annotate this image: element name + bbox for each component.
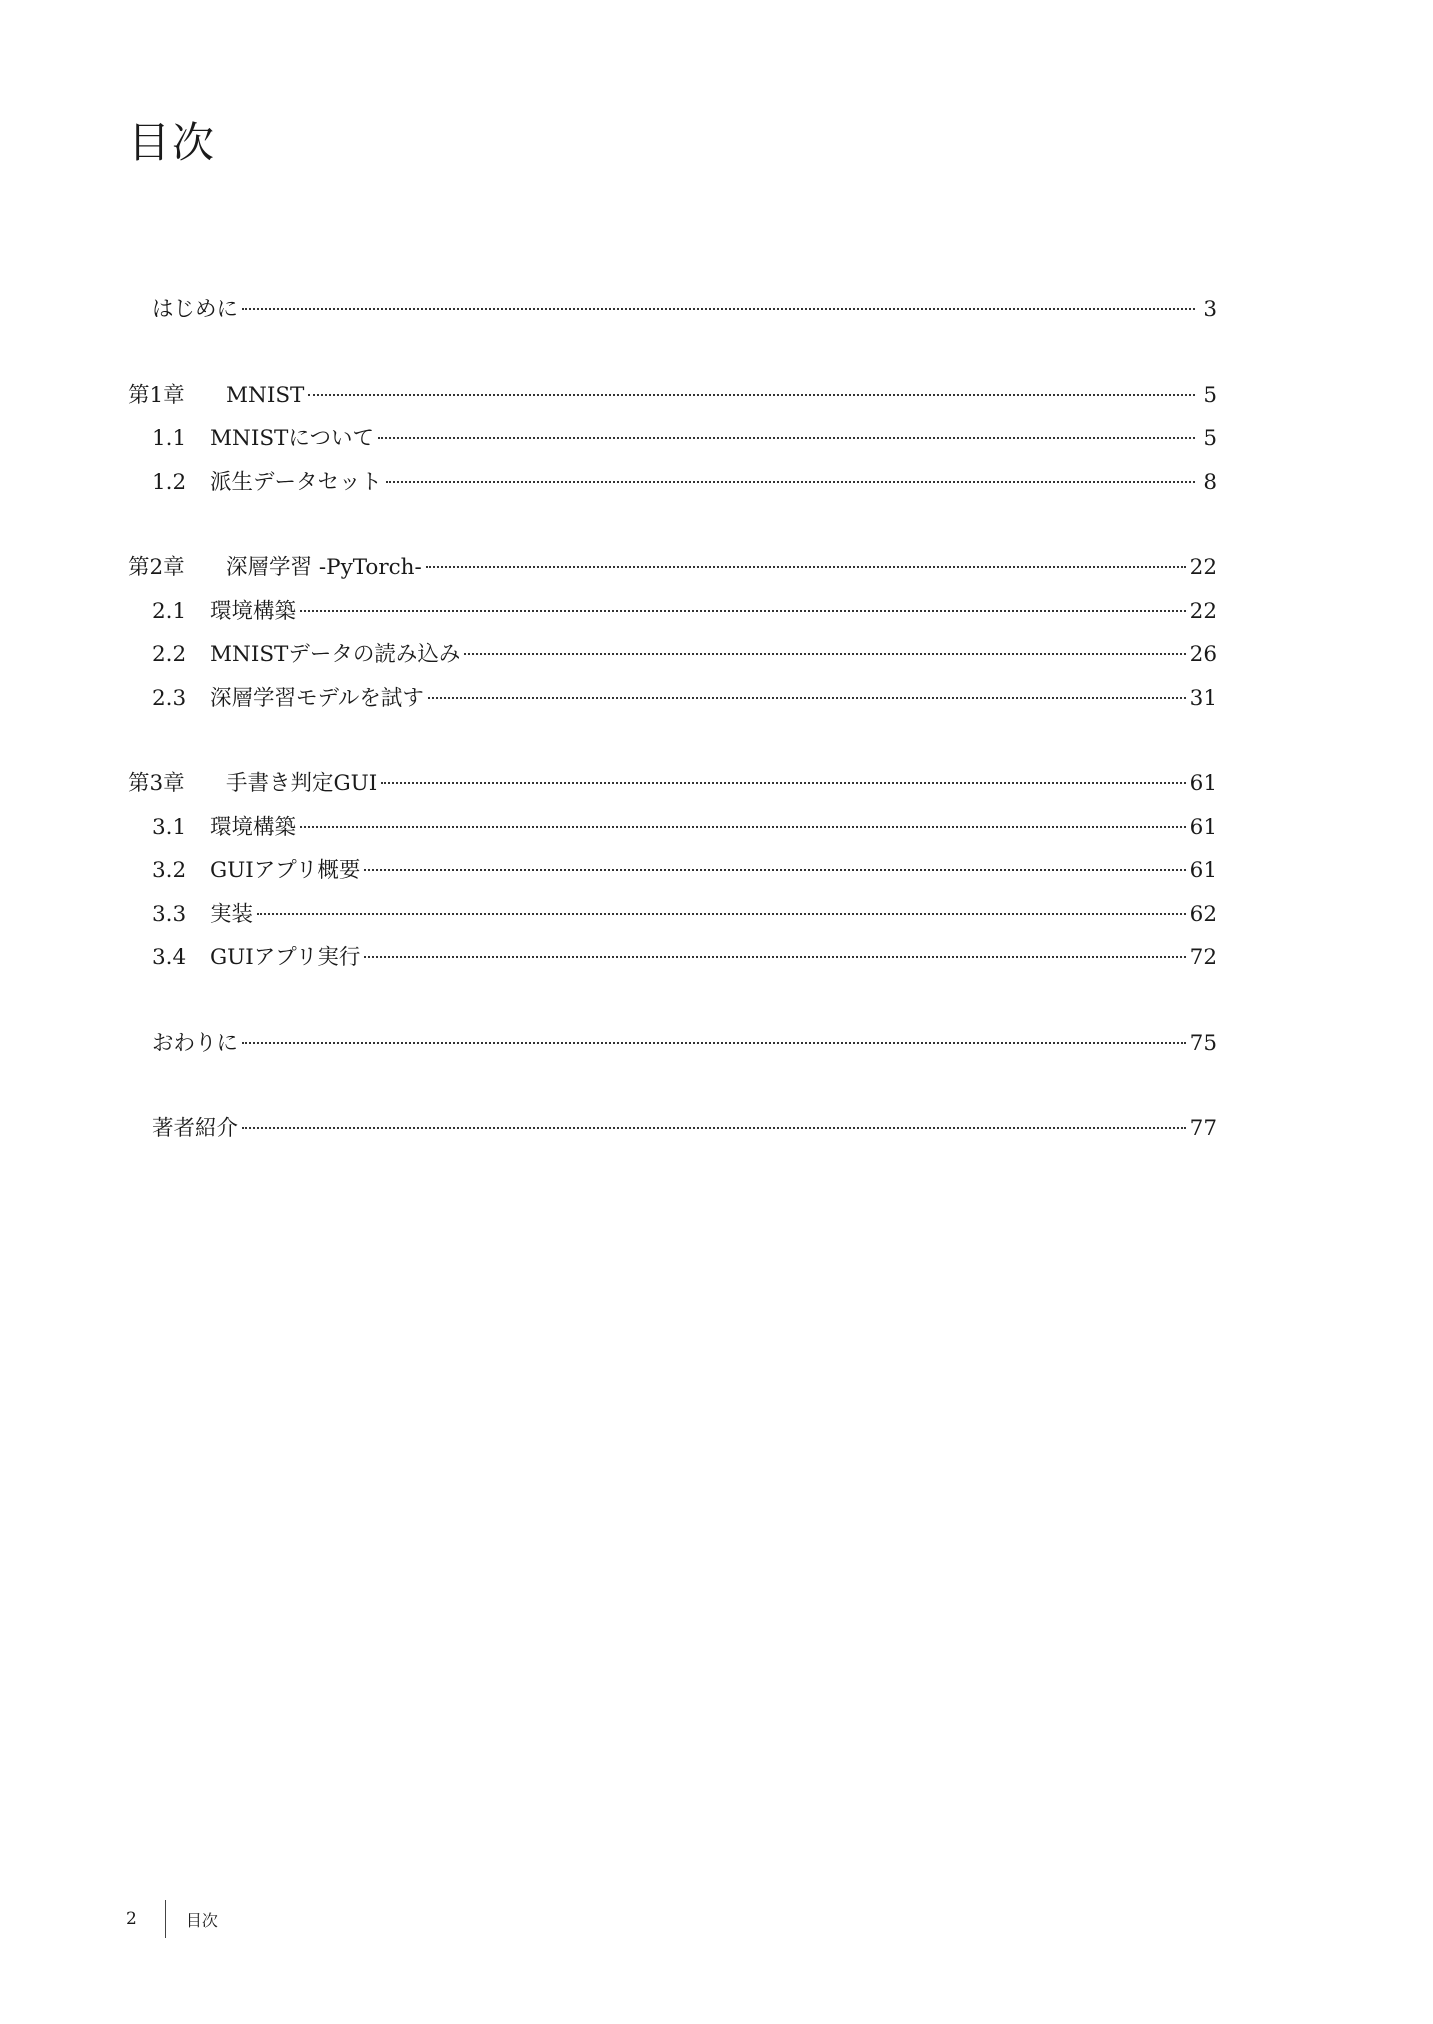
toc-page-number: 3 bbox=[1203, 297, 1217, 322]
toc-entry-label: 手書き判定GUI bbox=[226, 771, 378, 796]
page-footer bbox=[126, 1900, 218, 1938]
toc-group bbox=[128, 288, 1217, 332]
toc-entry-section[interactable] bbox=[128, 677, 1217, 721]
toc-entry-label: はじめに bbox=[152, 297, 239, 322]
toc-entry-label: MNISTデータの読み込み bbox=[210, 642, 461, 667]
toc-entry-section[interactable] bbox=[128, 461, 1217, 505]
toc-entry-label: 派生データセット bbox=[210, 469, 383, 495]
toc-entry-section[interactable] bbox=[128, 590, 1217, 634]
toc-page-number: 22 bbox=[1189, 598, 1217, 624]
toc-entry-label: 環境構築 bbox=[210, 598, 297, 624]
toc-group bbox=[128, 762, 1217, 980]
dot-leader bbox=[308, 394, 1195, 396]
toc-entry-label: おわりに bbox=[152, 1030, 239, 1056]
section-number: 1.1 bbox=[152, 426, 187, 451]
toc-page-number: 62 bbox=[1189, 901, 1217, 927]
toc-entry-front[interactable] bbox=[128, 288, 1217, 332]
footer-divider bbox=[165, 1900, 166, 1938]
toc-entry-section[interactable] bbox=[128, 893, 1217, 937]
table-of-contents bbox=[128, 288, 1217, 1193]
toc-page-number: 5 bbox=[1203, 382, 1217, 408]
dot-leader bbox=[242, 1042, 1186, 1044]
section-number: 3.2 bbox=[152, 858, 187, 883]
toc-page-number: 26 bbox=[1189, 642, 1217, 667]
toc-group bbox=[128, 1107, 1217, 1151]
toc-entry-section[interactable] bbox=[128, 806, 1217, 850]
dot-leader bbox=[464, 653, 1185, 655]
section-number: 2.2 bbox=[152, 642, 187, 667]
toc-group bbox=[128, 374, 1217, 505]
toc-page-number: 61 bbox=[1189, 858, 1217, 883]
footer-label: 目次 bbox=[185, 1910, 218, 1930]
toc-entry-label: 環境構築 bbox=[210, 814, 297, 840]
toc-entry-chapter[interactable] bbox=[128, 374, 1217, 418]
toc-entry-label: MNISTについて bbox=[210, 426, 374, 451]
chapter-number: 第3章 bbox=[128, 771, 185, 796]
chapter-number: 第1章 bbox=[128, 382, 185, 408]
toc-entry-label: 深層学習 -PyTorch- bbox=[226, 555, 422, 580]
dot-leader bbox=[364, 956, 1185, 958]
toc-entry-section[interactable] bbox=[128, 633, 1217, 677]
dot-leader bbox=[242, 1127, 1186, 1129]
toc-entry-label: 著者紹介 bbox=[152, 1116, 239, 1141]
toc-page-number: 61 bbox=[1189, 814, 1217, 840]
toc-entry-section[interactable] bbox=[128, 849, 1217, 893]
toc-entry-label: GUIアプリ概要 bbox=[210, 858, 361, 883]
section-number: 3.1 bbox=[152, 814, 187, 840]
dot-leader bbox=[300, 826, 1186, 828]
toc-entry-label: 深層学習モデルを試す bbox=[210, 685, 424, 711]
toc-entry-section[interactable] bbox=[128, 936, 1217, 980]
toc-page-number: 22 bbox=[1189, 555, 1217, 580]
toc-entry-label: MNIST bbox=[226, 382, 305, 408]
toc-page-number: 77 bbox=[1189, 1116, 1217, 1141]
chapter-number: 第2章 bbox=[128, 555, 185, 580]
toc-entry-front[interactable] bbox=[128, 1022, 1217, 1066]
toc-page-number: 75 bbox=[1189, 1030, 1217, 1056]
dot-leader bbox=[257, 913, 1186, 915]
toc-page-number: 31 bbox=[1189, 685, 1217, 711]
toc-group bbox=[128, 1022, 1217, 1066]
section-number: 2.1 bbox=[152, 598, 187, 624]
toc-entry-chapter[interactable] bbox=[128, 762, 1217, 806]
page-title: 目次 bbox=[128, 118, 217, 167]
toc-entry-front[interactable] bbox=[128, 1107, 1217, 1151]
section-number: 3.3 bbox=[152, 901, 187, 927]
toc-group bbox=[128, 546, 1217, 720]
toc-entry-chapter[interactable] bbox=[128, 546, 1217, 590]
section-number: 2.3 bbox=[152, 685, 187, 711]
dot-leader bbox=[426, 566, 1186, 568]
toc-page-number: 61 bbox=[1189, 771, 1217, 796]
dot-leader bbox=[364, 869, 1185, 871]
dot-leader bbox=[378, 437, 1195, 439]
section-number: 3.4 bbox=[152, 945, 187, 970]
toc-page-number: 5 bbox=[1203, 426, 1217, 451]
toc-entry-section[interactable] bbox=[128, 417, 1217, 461]
dot-leader bbox=[386, 481, 1195, 483]
section-number: 1.2 bbox=[152, 469, 187, 495]
toc-entry-label: GUIアプリ実行 bbox=[210, 945, 361, 970]
dot-leader bbox=[300, 610, 1186, 612]
toc-page-number: 72 bbox=[1189, 945, 1217, 970]
dot-leader bbox=[381, 782, 1185, 784]
dot-leader bbox=[428, 697, 1186, 699]
footer-page-number: 2 bbox=[126, 1909, 137, 1929]
toc-entry-label: 実装 bbox=[210, 901, 254, 927]
toc-page-number: 8 bbox=[1203, 469, 1217, 495]
dot-leader bbox=[242, 308, 1195, 310]
